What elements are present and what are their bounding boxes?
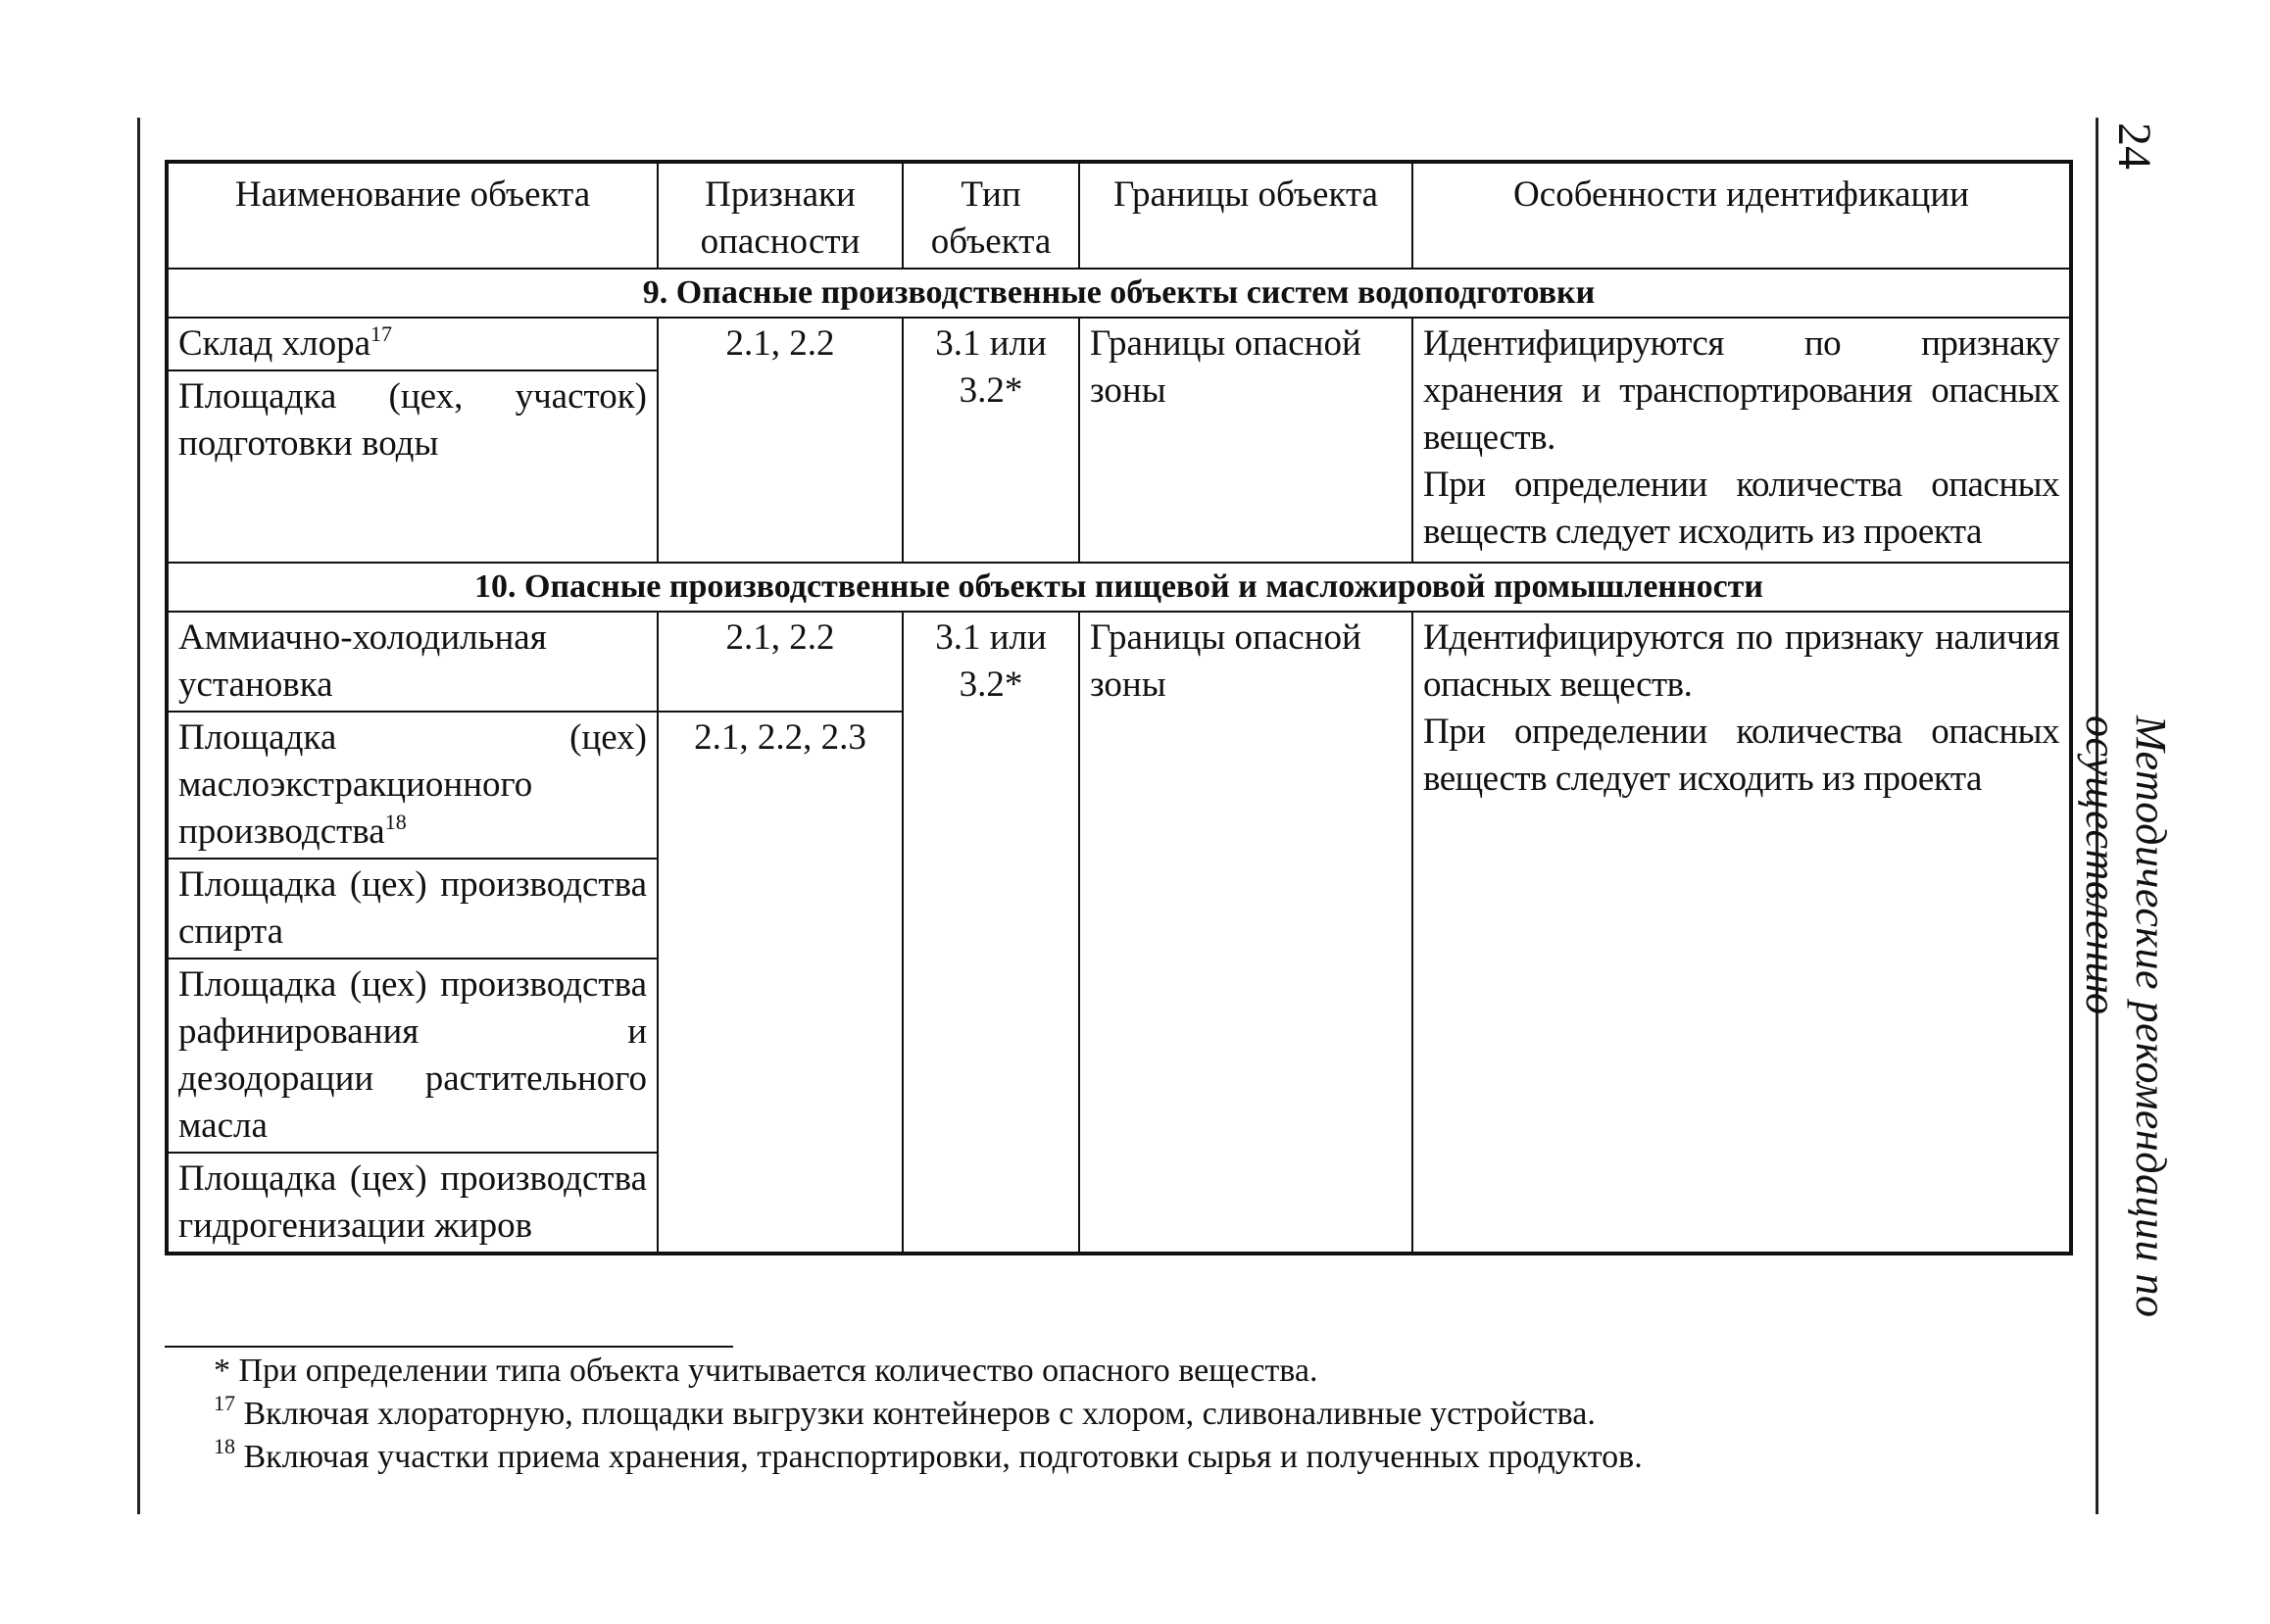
object-bounds: Границы опасной зоны bbox=[1079, 612, 1412, 1254]
object-name-hydrogenation: Площадка (цех) производства гидрогенизации жиров bbox=[167, 1153, 658, 1254]
header-object-name: Наименование объекта bbox=[167, 162, 658, 269]
section-9-title-row bbox=[167, 269, 2071, 318]
identification-features bbox=[1412, 612, 2071, 1254]
page-number: 24 bbox=[2108, 123, 2160, 170]
features-text-2: При определении количества опасных веществ следует исходить из проекта bbox=[1423, 712, 2059, 799]
section-10-title: 10. Опасные производственные объекты пищевой и масложировой промышленности bbox=[167, 563, 2071, 612]
table-row bbox=[167, 612, 2071, 712]
object-name-ammonia-unit: Аммиачно-холодильная установка bbox=[167, 612, 658, 712]
footnote-star: * При определении типа объекта учитывается количество опасного вещества. bbox=[214, 1353, 1318, 1389]
object-name-oil-extraction: Площадка (цех) маслоэкстракционного производства$^{18}$ bbox=[167, 712, 658, 859]
object-type: 3.1 или 3.2* bbox=[903, 612, 1079, 1254]
header-hazard-signs: Признаки опасности bbox=[658, 162, 903, 269]
footnote-ref-17: 17 bbox=[370, 321, 393, 346]
object-name-water-prep: Площадка (цех, участок) подготовки воды bbox=[167, 370, 658, 563]
object-type: 3.1 или 3.2* bbox=[903, 318, 1079, 563]
running-head: Методические рекомендации по осуществлению bbox=[2077, 715, 2175, 1318]
hazard-signs-a: 2.1, 2.2 bbox=[658, 612, 903, 712]
object-name-chlorine-store: Склад хлора$^{17}$ bbox=[167, 318, 658, 370]
footnote-ref-18: 18 bbox=[384, 810, 407, 834]
left-margin-rule bbox=[137, 118, 140, 1514]
section-10-title-row bbox=[167, 563, 2071, 612]
hazard-signs-b: 2.1, 2.2, 2.3 bbox=[658, 712, 903, 1254]
header-identification-features: Особенности идентификации bbox=[1412, 162, 2071, 269]
table-row bbox=[167, 318, 2071, 370]
object-name-alcohol: Площадка (цех) производства спирта bbox=[167, 859, 658, 959]
table-header-row bbox=[167, 162, 2071, 269]
header-object-bounds: Границы объекта bbox=[1079, 162, 1412, 269]
footnotes bbox=[214, 1350, 2056, 1479]
footnote-18: $^{18}$ Включая участки приема хранения, транспортировки, подготовки сырья и полученных продуктов. bbox=[214, 1434, 1643, 1475]
object-bounds: Границы опасной зоны bbox=[1079, 318, 1412, 563]
features-text-2: При определении количества опасных веществ следует исходить из проекта bbox=[1423, 465, 2059, 552]
identification-table bbox=[165, 160, 2073, 1255]
header-object-type: Тип объекта bbox=[903, 162, 1079, 269]
footnote-rule bbox=[165, 1346, 733, 1348]
features-text-1: Идентифицируются по признаку хранения и транспортирования опасных веществ. bbox=[1423, 323, 2059, 458]
identification-features bbox=[1412, 318, 2071, 563]
features-text-1: Идентифицируются по признаку наличия опасных веществ. bbox=[1423, 617, 2059, 705]
section-9-title: 9. Опасные производственные объекты систем водоподготовки bbox=[167, 269, 2071, 318]
footnote-17: $^{17}$ Включая хлораторную, площадки выгрузки контейнеров с хлором, сливоналивные устройства. bbox=[214, 1391, 1596, 1432]
object-name-refining: Площадка (цех) производства рафинирования и дезодорации растительного масла bbox=[167, 959, 658, 1153]
hazard-signs: 2.1, 2.2 bbox=[658, 318, 903, 563]
